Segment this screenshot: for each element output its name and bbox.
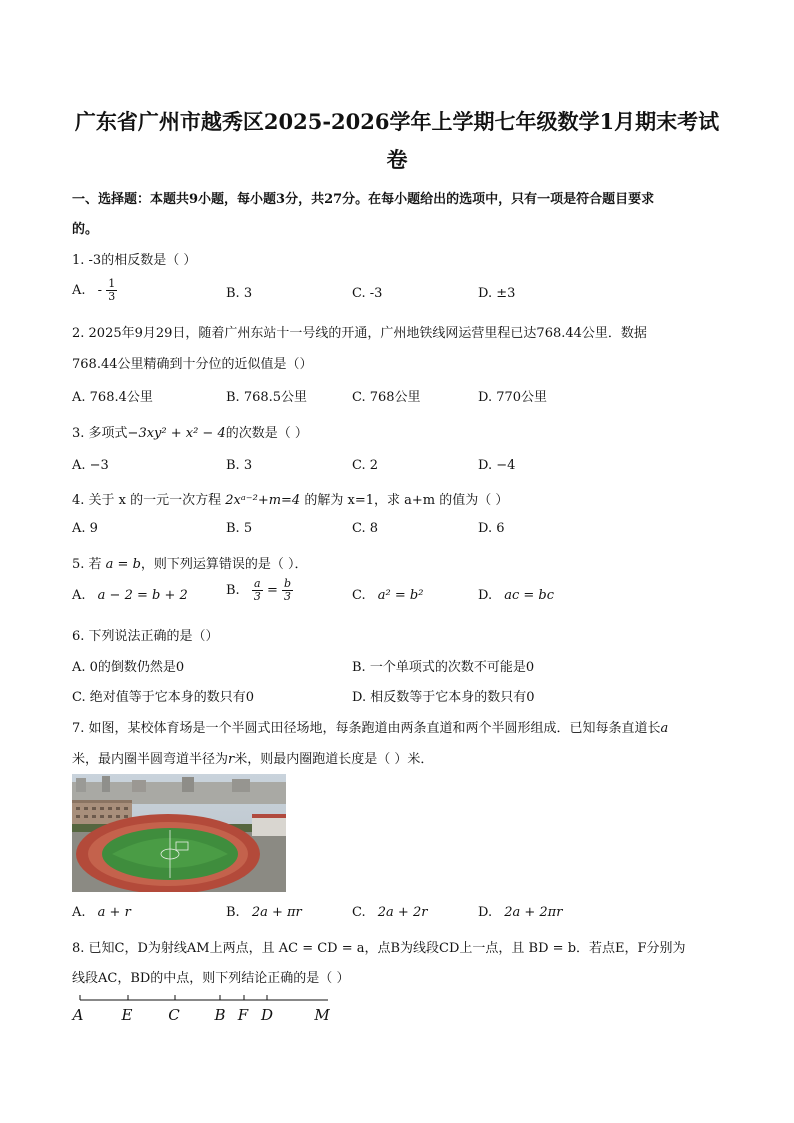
q1-stem: 1. -3的相反数是（ ） [72, 253, 197, 268]
q1-option-a-numerator: 1 [108, 277, 116, 290]
q5-option-b-fraction-b [282, 578, 293, 603]
q7-option-b-expression: 2a + πr [251, 905, 302, 920]
q5-option-b-equals: = [266, 583, 278, 598]
q5-option-b-numerator-b: b [284, 577, 292, 590]
q7-var-r: r [228, 752, 235, 767]
q6-stem: 6. 下列说法正确的是（） [72, 629, 219, 644]
q7-option-b[interactable] [226, 905, 302, 920]
q2-option-b[interactable]: B. 768.5公里 [226, 390, 308, 405]
q7-var-a: a [660, 721, 669, 736]
exam-title-line2: 卷 [386, 147, 408, 172]
q4-expression: 2xᵃ⁻²+m=4 [225, 493, 301, 508]
q3-option-a[interactable]: A. −3 [72, 458, 109, 473]
q5-option-d-expression: ac = bc [504, 588, 555, 603]
q5-option-c-label: C. [352, 588, 366, 603]
q6-option-c[interactable]: C. 绝对值等于它本身的数只有0 [72, 690, 255, 705]
q3-stem-pre: 3. 多项式 [72, 426, 128, 441]
q7-option-d-expression: 2a + 2πr [504, 905, 563, 920]
q3-option-d[interactable]: D. −4 [478, 458, 516, 473]
q5-option-a[interactable] [72, 588, 188, 603]
q1-option-b[interactable]: B. 3 [226, 286, 253, 301]
q7-stem-line1 [72, 717, 668, 736]
ray-am-diagram [70, 992, 340, 1026]
q2-stem-line1: 2. 2025年9月29日，随着广州东站十一号线的开通，广州地铁线网运营里程已达768.44公里．数据 [72, 326, 647, 341]
q4-stem [72, 489, 508, 508]
stadium-photo [72, 774, 286, 892]
q3-stem [72, 422, 308, 441]
q2-stem-line2: 768.44公里精确到十分位的近似值是（） [72, 357, 313, 372]
exam-title-line1: 广东省广州市越秀区2025-2026学年上学期七年级数学1月期末考试 [74, 109, 720, 134]
point-label-m: M [314, 1006, 330, 1024]
q7-option-a-expression: a + r [97, 905, 131, 920]
q1-option-c[interactable]: C. -3 [352, 286, 383, 301]
point-label-f: F [237, 1006, 249, 1024]
q6-option-a[interactable]: A. 0的倒数仍然是0 [72, 660, 185, 675]
q7-option-a[interactable] [72, 905, 131, 920]
point-label-b: B [214, 1006, 226, 1024]
q2-option-c[interactable]: C. 768公里 [352, 390, 421, 405]
q4-option-c[interactable]: C. 8 [352, 521, 379, 536]
section1-instructions-line1: 一、选择题：本题共9小题，每小题3分，共27分。在每小题给出的选项中，只有一项是符合题目要求 [72, 192, 655, 207]
q1-option-a-label: A. [72, 283, 86, 298]
q1-option-d[interactable]: D. ±3 [478, 286, 516, 301]
q5-option-b-denominator-a: 3 [253, 590, 261, 603]
q7-stem-line2-post: 米，则最内圈跑道长度是（ ）米． [234, 752, 434, 767]
q5-option-b-denominator-b: 3 [284, 590, 292, 603]
q1-option-a-fraction [106, 278, 117, 303]
q3-option-b[interactable]: B. 3 [226, 458, 253, 473]
q7-option-b-label: B. [226, 905, 240, 920]
q6-option-b[interactable]: B. 一个单项式的次数不可能是0 [352, 660, 535, 675]
point-label-c: C [168, 1006, 180, 1024]
q7-option-a-label: A. [72, 905, 86, 920]
q5-stem-pre: 5. 若 [72, 557, 106, 572]
q5-expression: a = b [105, 557, 141, 572]
q5-stem [72, 553, 308, 572]
q5-option-b-label: B. [226, 583, 240, 598]
q7-stem-line1-text: 7. 如图，某校体育场是一个半圆式田径场地，每条跑道由两条直道和两个半圆形组成．已知每条直道长 [72, 721, 661, 736]
q5-option-d[interactable] [478, 588, 554, 603]
q5-option-a-label: A. [72, 588, 86, 603]
q5-option-b-numerator-a: a [252, 578, 263, 591]
q3-option-c[interactable]: C. 2 [352, 458, 379, 473]
q5-option-d-label: D. [478, 588, 493, 603]
q3-expression: −3xy² + x² − 4 [127, 426, 226, 441]
point-label-d: D [260, 1006, 274, 1024]
point-label-e: E [121, 1006, 133, 1024]
q5-option-c-expression: a² = b² [377, 588, 424, 603]
q4-option-d[interactable]: D. 6 [478, 521, 505, 536]
q5-option-b[interactable] [226, 578, 293, 603]
section1-instructions-line2: 的。 [72, 222, 99, 237]
q7-stem-line2 [72, 748, 433, 767]
q5-option-c[interactable] [352, 588, 423, 603]
q6-option-d[interactable]: D. 相反数等于它本身的数只有0 [352, 690, 535, 705]
q3-stem-post: 的次数是（ ） [225, 426, 308, 441]
q7-stem-line2-pre: 米，最内圈半圆弯道半径为 [72, 752, 229, 767]
q5-stem-post: ，则下列运算错误的是（ ）． [140, 557, 308, 572]
q5-option-a-expression: a − 2 = b + 2 [97, 588, 188, 603]
q7-option-c-label: C. [352, 905, 366, 920]
q4-stem-post: 的解为 x=1，求 a+m 的值为（ ） [300, 493, 509, 508]
q2-option-d[interactable]: D. 770公里 [478, 390, 548, 405]
q5-option-b-fraction-a [252, 578, 263, 603]
q1-option-a-sign: - [97, 283, 103, 298]
q1-option-a-denominator: 3 [108, 290, 116, 303]
q1-option-a[interactable] [72, 278, 117, 303]
q8-stem-line1: 8. 已知C，D为射线AM上两点，且 AC = CD = a，点B为线段CD上一点，且 BD = b．若点E，F分别为 [72, 941, 686, 956]
q4-option-b[interactable]: B. 5 [226, 521, 253, 536]
q7-option-c[interactable] [352, 905, 427, 920]
q2-option-a[interactable]: A. 768.4公里 [72, 390, 153, 405]
q7-option-d[interactable] [478, 905, 562, 920]
q7-option-d-label: D. [478, 905, 493, 920]
point-label-a: A [72, 1006, 84, 1024]
q4-option-a[interactable]: A. 9 [72, 521, 98, 536]
q4-stem-pre: 4. 关于 x 的一元一次方程 [72, 493, 226, 508]
q8-stem-line2: 线段AC，BD的中点，则下列结论正确的是（ ） [72, 971, 350, 986]
q7-option-c-expression: 2a + 2r [377, 905, 428, 920]
